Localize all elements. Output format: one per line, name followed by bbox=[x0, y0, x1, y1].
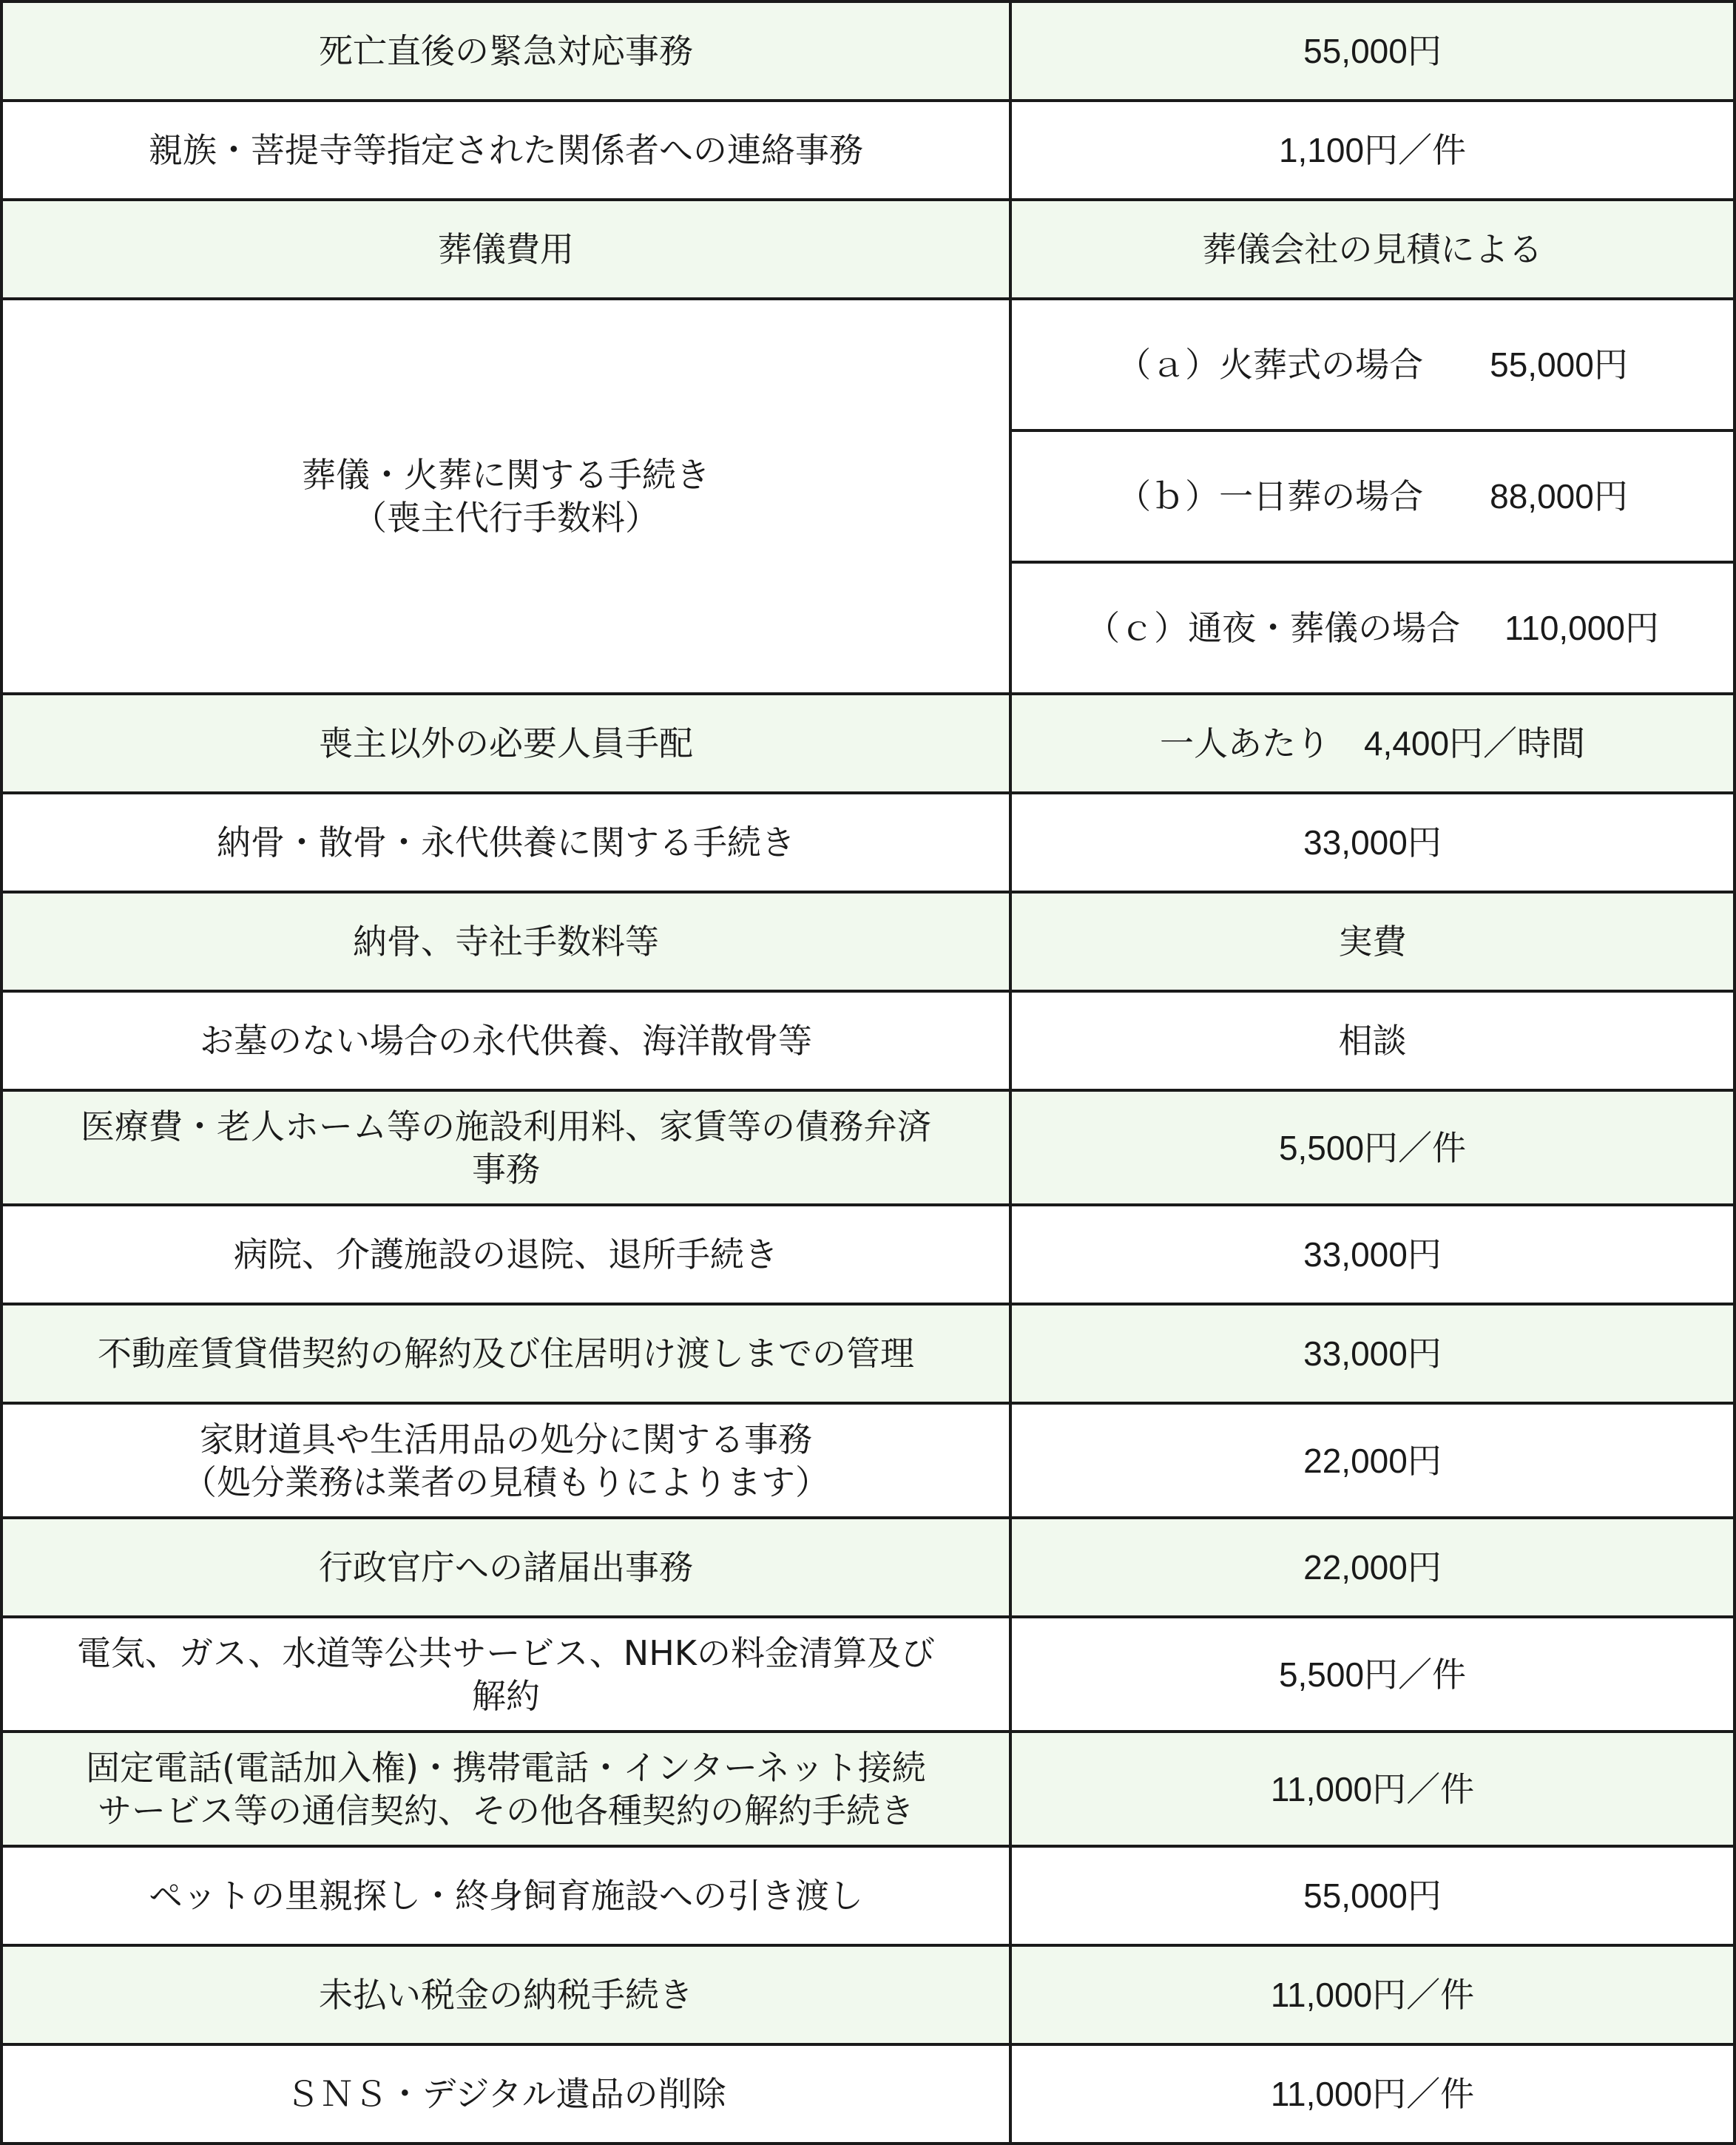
table-row bbox=[1, 1205, 1735, 1304]
price-cell: 5,500円／件 bbox=[1010, 1090, 1735, 1205]
item-cell: お墓のない場合の永代供養、海洋散骨等 bbox=[1, 991, 1010, 1090]
option-price: 55,000円 bbox=[1490, 345, 1628, 384]
item-cell: 喪主以外の必要人員手配 bbox=[1, 694, 1010, 793]
option-cell-a bbox=[1010, 299, 1735, 430]
table-row bbox=[1, 1403, 1735, 1518]
item-cell: 未払い税金の納税手続き bbox=[1, 1945, 1010, 2044]
price-cell: 1,100円／件 bbox=[1010, 101, 1735, 200]
price-cell: 33,000円 bbox=[1010, 1205, 1735, 1304]
option-label: （ａ）火葬式の場合 bbox=[1117, 345, 1424, 384]
table-row bbox=[1, 1518, 1735, 1617]
price-cell: 11,000円／件 bbox=[1010, 2044, 1735, 2144]
item-cell: 病院、介護施設の退院、退所手続き bbox=[1, 1205, 1010, 1304]
item-cell: ペットの里親探し・終身飼育施設への引き渡し bbox=[1, 1846, 1010, 1945]
item-cell: 納骨・散骨・永代供養に関する手続き bbox=[1, 793, 1010, 892]
price-cell: 相談 bbox=[1010, 991, 1735, 1090]
option-label: （ｃ）通夜・葬儀の場合 bbox=[1086, 609, 1461, 647]
item-cell: 家財道具や生活用品の処分に関する事務 （処分業務は業者の見積もりによります） bbox=[1, 1403, 1010, 1518]
table-row bbox=[1, 892, 1735, 991]
price-cell: 33,000円 bbox=[1010, 1304, 1735, 1403]
price-cell: 22,000円 bbox=[1010, 1518, 1735, 1617]
table-row bbox=[1, 1617, 1735, 1732]
table-row bbox=[1, 101, 1735, 200]
price-cell: 一人あたり 4,400円／時間 bbox=[1010, 694, 1735, 793]
option-price: 110,000円 bbox=[1504, 609, 1659, 647]
item-cell: 納骨、寺社手数料等 bbox=[1, 892, 1010, 991]
table-row bbox=[1, 1, 1735, 101]
item-cell: 医療費・老人ホーム等の施設利用料、家賃等の債務弁済 事務 bbox=[1, 1090, 1010, 1205]
option-cell-c bbox=[1010, 562, 1735, 694]
table-row bbox=[1, 2044, 1735, 2144]
table-row bbox=[1, 1090, 1735, 1205]
price-cell: 55,000円 bbox=[1010, 1, 1735, 101]
item-cell: 葬儀・火葬に関する手続き （喪主代行手数料） bbox=[1, 299, 1010, 694]
option-label: （ｂ）一日葬の場合 bbox=[1117, 477, 1424, 516]
table-row bbox=[1, 299, 1735, 430]
table-row bbox=[1, 793, 1735, 892]
item-cell: 葬儀費用 bbox=[1, 200, 1010, 299]
price-cell: 11,000円／件 bbox=[1010, 1732, 1735, 1846]
item-cell: 固定電話(電話加入権)・携帯電話・インターネット接続 サービス等の通信契約、その他各種契約の解約手続き bbox=[1, 1732, 1010, 1846]
price-cell: 55,000円 bbox=[1010, 1846, 1735, 1945]
item-cell: 行政官庁への諸届出事務 bbox=[1, 1518, 1010, 1617]
table-row bbox=[1, 991, 1735, 1090]
price-cell: 実費 bbox=[1010, 892, 1735, 991]
item-cell: 親族・菩提寺等指定された関係者への連絡事務 bbox=[1, 101, 1010, 200]
table-row bbox=[1, 1846, 1735, 1945]
item-cell: 電気、ガス、水道等公共サービス、NHKの料金清算及び 解約 bbox=[1, 1617, 1010, 1732]
table-row bbox=[1, 200, 1735, 299]
table-row bbox=[1, 1732, 1735, 1846]
table-row bbox=[1, 1304, 1735, 1403]
option-price: 88,000円 bbox=[1490, 477, 1628, 516]
table-row bbox=[1, 694, 1735, 793]
item-cell: 死亡直後の緊急対応事務 bbox=[1, 1, 1010, 101]
price-cell: 11,000円／件 bbox=[1010, 1945, 1735, 2044]
item-cell: 不動産賃貸借契約の解約及び住居明け渡しまでの管理 bbox=[1, 1304, 1010, 1403]
table-row bbox=[1, 1945, 1735, 2044]
price-cell: 5,500円／件 bbox=[1010, 1617, 1735, 1732]
option-cell-b bbox=[1010, 430, 1735, 562]
price-cell: 葬儀会社の見積による bbox=[1010, 200, 1735, 299]
price-cell: 33,000円 bbox=[1010, 793, 1735, 892]
price-cell: 22,000円 bbox=[1010, 1403, 1735, 1518]
item-cell: ＳＮＳ・デジタル遺品の削除 bbox=[1, 2044, 1010, 2144]
